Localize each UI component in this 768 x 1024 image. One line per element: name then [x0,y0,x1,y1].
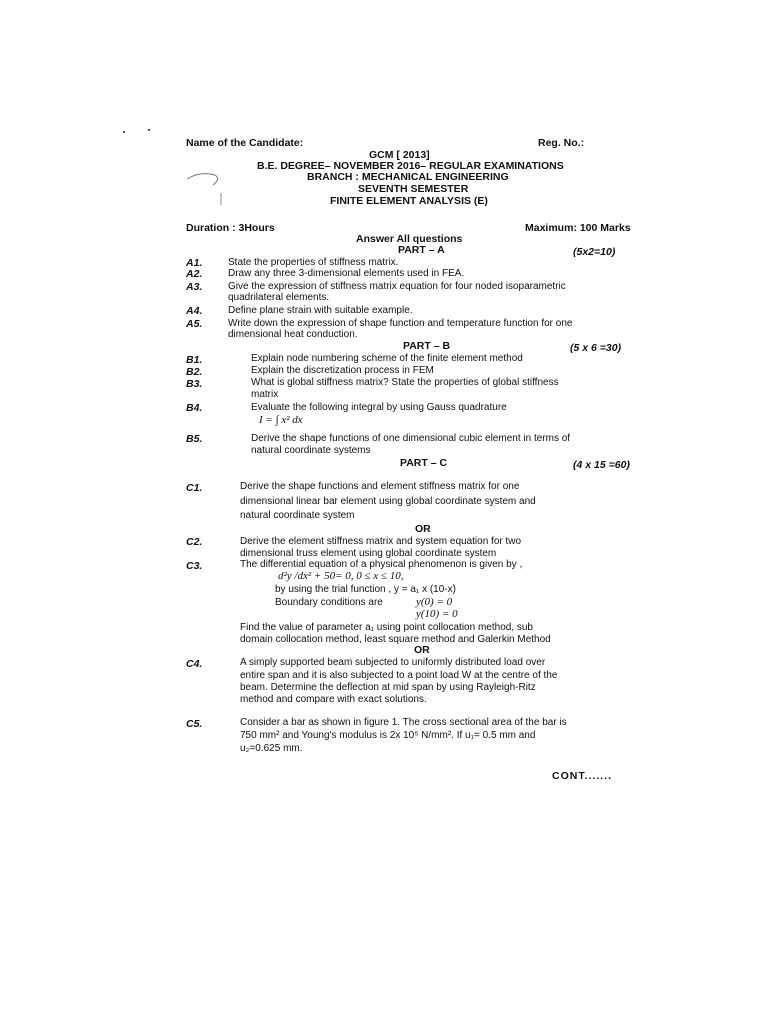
max-marks: Maximum: 100 Marks [525,222,631,234]
or-label: OR [414,644,430,656]
part-b-title: PART – B [403,340,451,352]
question-text: Derive the shape functions of one dimensional cubic element in terms of [251,433,571,444]
question-code: C1. [186,482,203,494]
question-text: Explain the discretization process in FEM [251,365,434,376]
question-text: What is global stiffness matrix? State the properties of global stiffness [251,377,559,388]
integral-equation: I = ∫ x² dx [259,414,303,426]
part-c-title: PART – C [400,457,448,469]
duration: Duration : 3Hours [186,222,275,234]
subject-title: FINITE ELEMENT ANALYSIS (E) [330,195,488,207]
candidate-name-label: Name of the Candidate: [186,137,304,149]
question-text: domain collocation method, least square method and Galerkin Method [240,634,551,645]
question-text: Explain node numbering scheme of the finite element method [251,353,523,364]
question-text: 750 mm² and Young's modulus is 2x 10⁵ N/mm². If u₁= 0.5 mm and [240,730,536,741]
question-text: u₂=0.625 mm. [240,743,303,754]
question-code: B4. [186,402,203,414]
question-code: C5. [186,718,203,730]
continued-label: CONT....... [552,770,613,782]
part-c-marks: (4 x 15 =60) [573,459,630,471]
boundary-condition: y(10) = 0 [416,608,458,620]
question-text: Derive the shape functions and element stiffness matrix for one [240,481,520,492]
question-text: Draw any three 3-dimensional elements used in FEA. [228,268,465,279]
question-text: natural coordinate system [240,510,355,521]
question-text: Evaluate the following integral by using Gauss quadrature [251,402,507,413]
question-text: A simply supported beam subjected to uniformly distributed load over [240,657,546,668]
part-a-title: PART – A [398,244,445,256]
question-code: C4. [186,658,203,670]
branch-title: BRANCH : MECHANICAL ENGINEERING [307,171,509,183]
degree-title: B.E. DEGREE– NOVEMBER 2016– REGULAR EXAMINATIONS [257,160,564,172]
question-text: dimensional linear bar element using global coordinate system and [240,496,536,507]
question-text: natural coordinate systems [251,445,371,456]
part-a-marks: (5x2=10) [573,246,616,258]
question-code: A5. [186,318,203,330]
boundary-label: Boundary conditions are [275,597,383,608]
exam-code: GCM [ 2013] [369,149,430,161]
question-text: The differential equation of a physical phenomenon is given by , [240,559,523,570]
pen-mark [185,165,225,210]
question-code: A4. [186,305,203,317]
question-code: C2. [186,536,203,548]
question-code: B5. [186,433,203,445]
part-b-marks: (5 x 6 =30) [570,342,622,354]
semester-title: SEVENTH SEMESTER [358,183,469,195]
question-text: quadrilateral elements. [228,292,330,303]
question-text: Consider a bar as shown in figure 1. The cross sectional area of the bar is [240,717,567,728]
scan-mark [123,131,125,133]
question-text: matrix [251,389,279,400]
question-text: Give the expression of stiffness matrix equation for four noded isoparametric [228,281,566,292]
question-text: dimensional heat conduction. [228,329,358,340]
question-code: A2. [186,268,203,280]
question-code: B2. [186,366,203,378]
question-text: entire span and it is also subjected to a point load W at the centre of the [240,670,558,681]
question-code: A1. [186,257,203,269]
differential-equation: d²y /dx² + 50= 0, 0 ≤ x ≤ 10, [278,570,404,582]
question-text: Define plane strain with suitable example. [228,305,413,316]
question-text: method and compare with exact solutions. [240,694,427,705]
question-text: Derive the element stiffness matrix and system equation for two [240,536,522,547]
question-code: A3. [186,281,203,293]
question-code: B1. [186,354,203,366]
question-text: Find the value of parameter a₁ using point collocation method, sub [240,622,533,633]
or-label: OR [415,523,431,535]
instruction: Answer All questions [356,233,463,245]
boundary-condition: y(0) = 0 [416,596,453,608]
question-text: beam. Determine the deflection at mid span by using Rayleigh-Ritz [240,682,536,693]
question-code: C3. [186,560,203,572]
question-code: B3. [186,378,203,390]
question-text: dimensional truss element using global coordinate system [240,548,497,559]
scan-mark [148,129,150,131]
question-text: State the properties of stiffness matrix. [228,257,399,268]
question-text: Write down the expression of shape function and temperature function for one [228,318,573,329]
trial-function: by using the trial function , y = a₁ x (10-x) [275,584,456,595]
reg-no-label: Reg. No.: [538,137,585,149]
